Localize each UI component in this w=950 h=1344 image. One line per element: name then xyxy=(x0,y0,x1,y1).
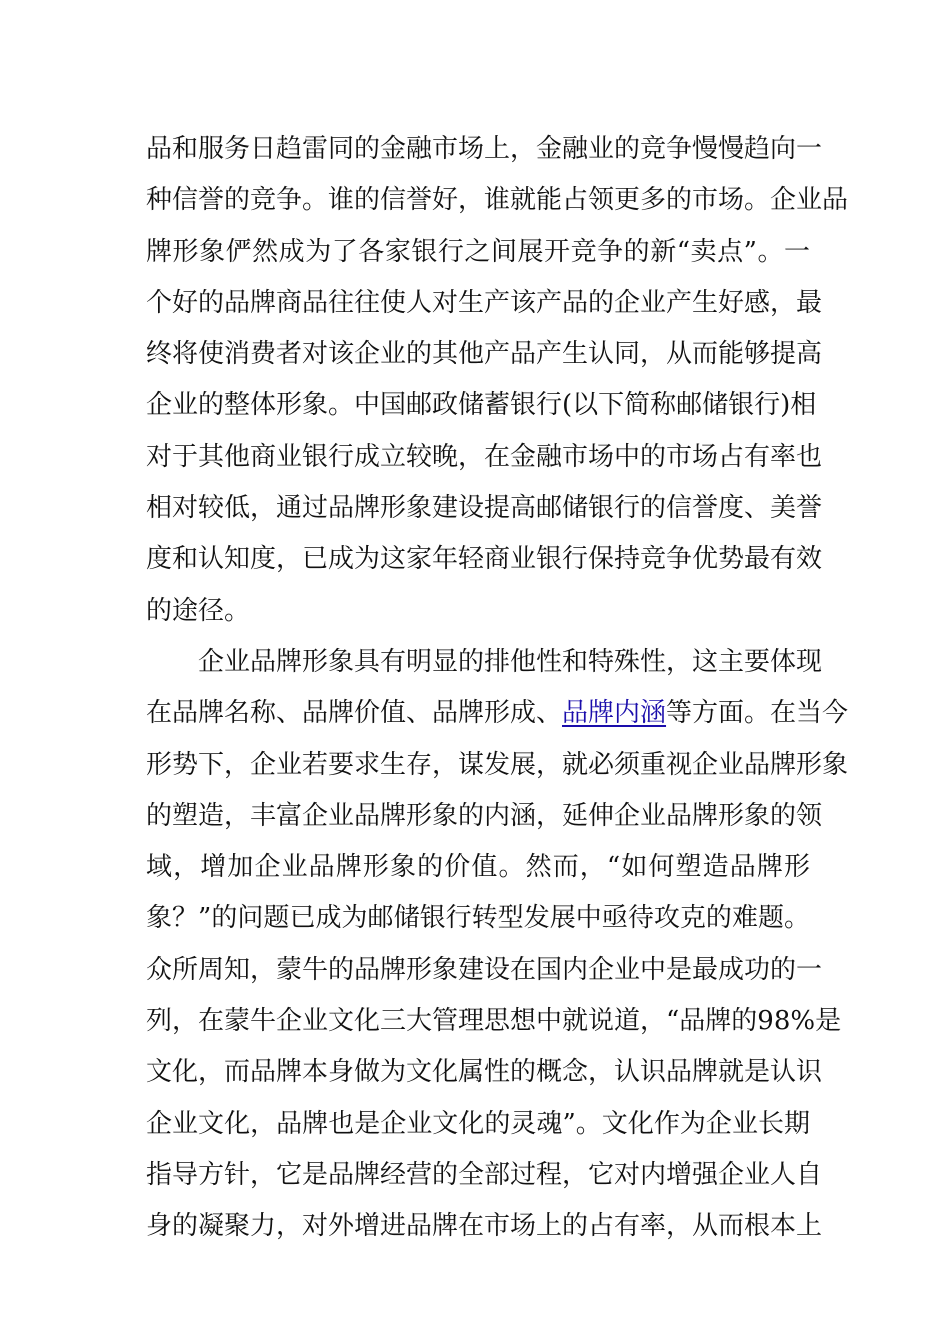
text-line: 终将使消费者对该企业的其他产品产生认同，从而能够提高 xyxy=(146,339,823,370)
text-line-with-link xyxy=(146,688,849,739)
text-line: 列，在蒙牛企业文化三大管理思想中就说道，“品牌的98%是 xyxy=(146,1006,842,1037)
text-line: 企业文化，品牌也是企业文化的灵魂”。文化作为企业长期 xyxy=(146,1108,810,1139)
text-line: 相对较低，通过品牌形象建设提高邮储银行的信誉度、美誉 xyxy=(146,493,823,524)
text-line: 牌形象俨然成为了各家银行之间展开竞争的新“卖点”。一 xyxy=(146,236,810,267)
text-line: 象？”的问题已成为邮储银行转型发展中亟待攻克的难题。 xyxy=(146,903,810,934)
text-segment: 等方面。在当今 xyxy=(666,698,849,729)
text-line: 文化，而品牌本身做为文化属性的概念，认识品牌就是认识 xyxy=(146,1057,823,1088)
text-line: 品和服务日趋雷同的金融市场上，金融业的竞争慢慢趋向一 xyxy=(146,134,823,164)
text-line: 个好的品牌商品往往使人对生产该产品的企业产生好感，最 xyxy=(146,287,823,318)
text-line: 形势下，企业若要求生存，谋发展，就必须重视企业品牌形象 xyxy=(146,749,849,780)
text-line: 身的凝聚力，对外增进品牌在市场上的占有率，从而根本上 xyxy=(146,1211,823,1242)
text-line: 域，增加企业品牌形象的价值。然而，“如何塑造品牌形 xyxy=(146,852,810,883)
text-line: 度和认知度，已成为这家年轻商业银行保持竞争优势最有效 xyxy=(146,544,823,575)
text-line: 种信誉的竞争。谁的信誉好，谁就能占领更多的市场。企业品 xyxy=(146,185,849,216)
text-line: 众所周知，蒙牛的品牌形象建设在国内企业中是最成功的一 xyxy=(146,954,823,985)
body-text xyxy=(146,124,849,1253)
text-segment: 在品牌名称、品牌价值、品牌形成、 xyxy=(146,698,563,729)
text-line: 的塑造，丰富企业品牌形象的内涵，延伸企业品牌形象的领 xyxy=(146,800,823,831)
text-line: 的途径。 xyxy=(146,595,251,626)
text-line: 企业的整体形象。中国邮政储蓄银行(以下简称邮储银行)相 xyxy=(146,390,817,421)
brand-connotation-link[interactable]: 品牌内涵 xyxy=(562,698,667,729)
text-line: 对于其他商业银行成立较晚，在金融市场中的市场占有率也 xyxy=(146,441,823,472)
text-line: 指导方针，它是品牌经营的全部过程，它对内增强企业人自 xyxy=(146,1159,823,1190)
paragraph-first-line: 企业品牌形象具有明显的排他性和特殊性，这主要体现 xyxy=(198,646,823,677)
